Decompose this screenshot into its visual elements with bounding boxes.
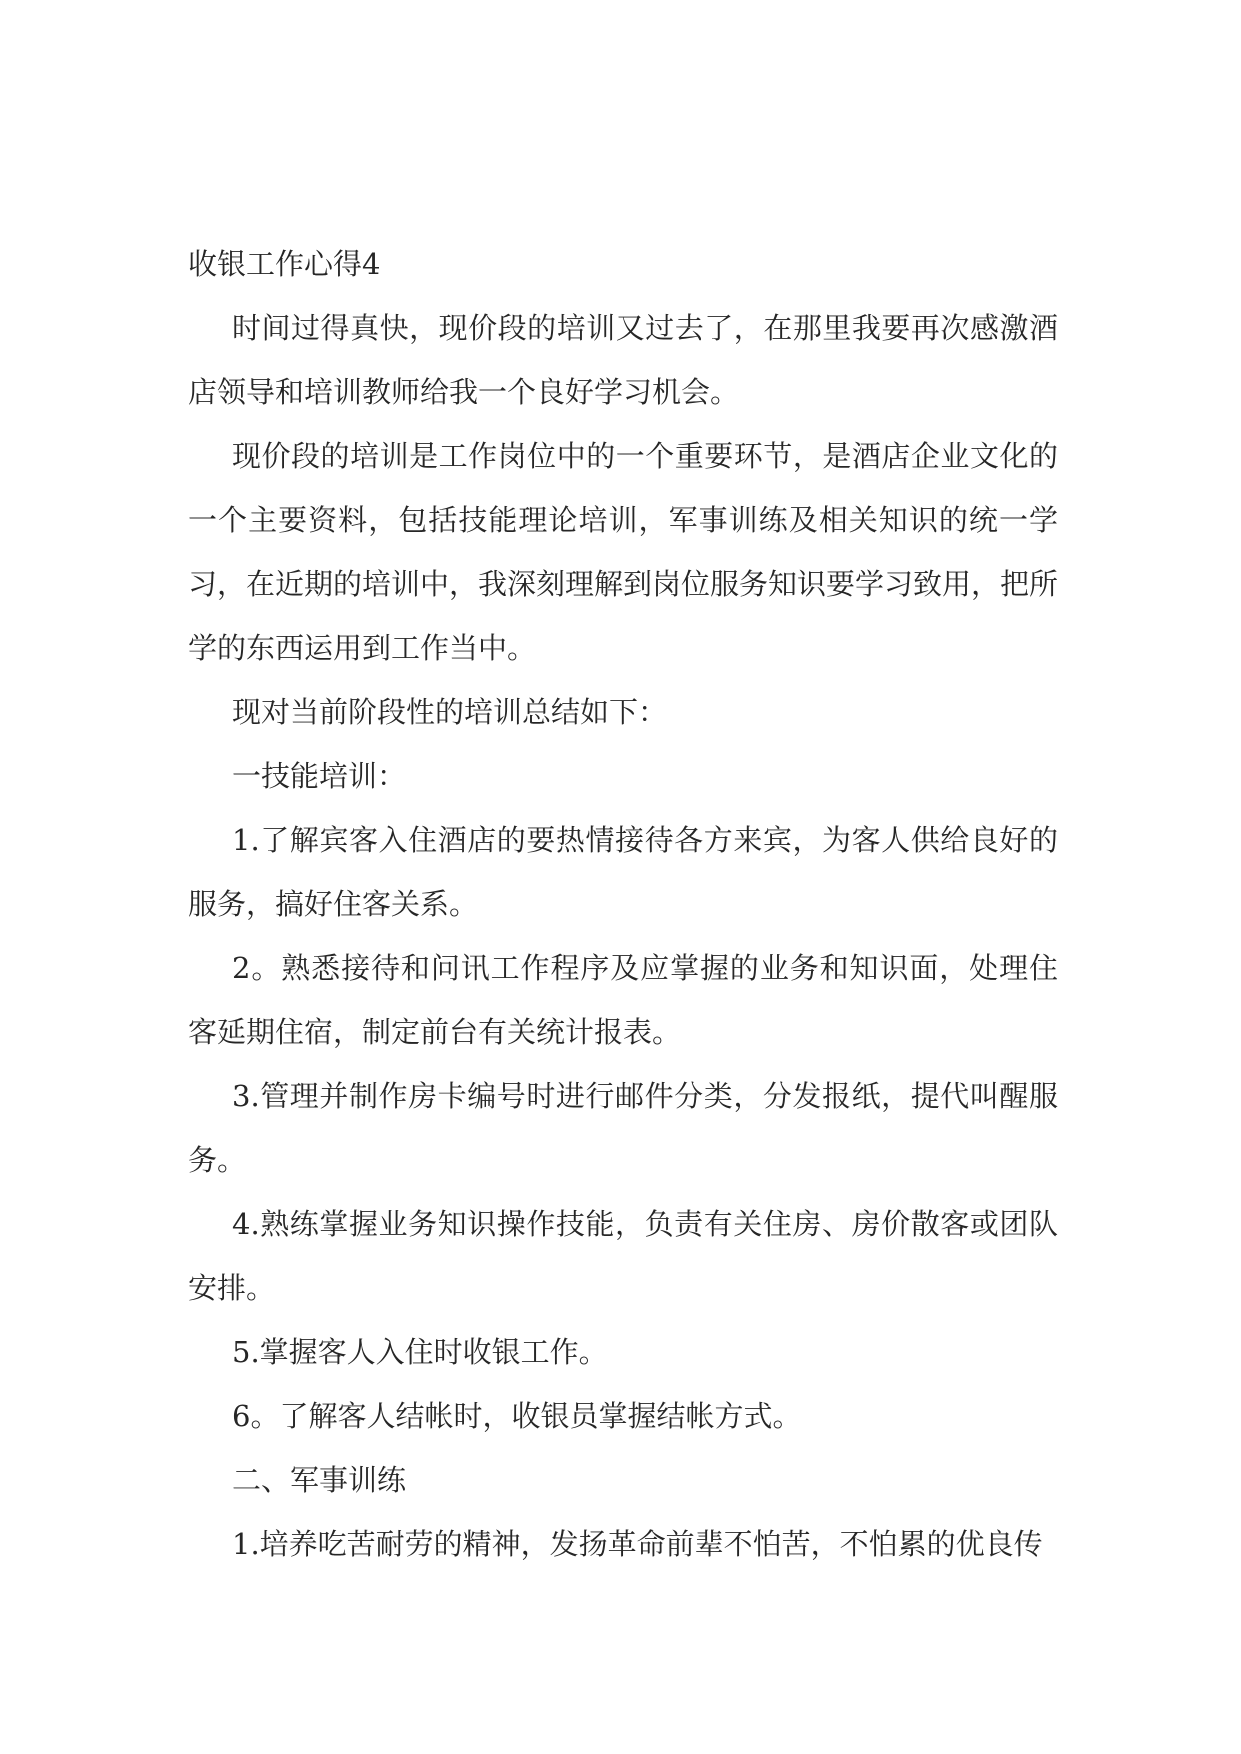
list-item-skill-4: 4.熟练掌握业务知识操作技能，负责有关住房、房价散客或团队安排。 — [188, 1207, 1058, 1305]
section-heading-military: 二、军事训练 — [232, 1463, 407, 1497]
list-item-skill-3: 3.管理并制作房卡编号时进行邮件分类，分发报纸，提代叫醒服务。 — [188, 1079, 1058, 1177]
list-item-skill-6: 6。了解客人结帐时，收银员掌握结帐方式。 — [232, 1399, 802, 1433]
list-item-military-1: 1.培养吃苦耐劳的精神，发扬革命前辈不怕苦，不怕累的优良传 — [232, 1527, 1043, 1561]
document-body — [188, 232, 1058, 1576]
list-item-skill-1: 1.了解宾客入住酒店的要热情接待各方来宾，为客人供给良好的服务，搞好住客关系。 — [188, 823, 1058, 921]
list-item-skill-2: 2。熟悉接待和问讯工作程序及应掌握的业务和知识面，处理住客延期住宿，制定前台有关统计报表。 — [188, 951, 1058, 1049]
list-item-skill-5: 5.掌握客人入住时收银工作。 — [232, 1335, 608, 1369]
section-heading-skills: 一技能培训： — [232, 759, 407, 793]
paragraph-intro: 时间过得真快，现价段的培训又过去了，在那里我要再次感激酒店领导和培训教师给我一个良好学习机会。 — [188, 311, 1058, 409]
paragraph-summary-lead: 现对当前阶段性的培训总结如下： — [232, 695, 668, 729]
document-title: 收银工作心得4 — [188, 247, 381, 281]
paragraph-training-overview: 现价段的培训是工作岗位中的一个重要环节，是酒店企业文化的一个主要资料，包括技能理论培训，军事训练及相关知识的统一学习，在近期的培训中，我深刻理解到岗位服务知识要学习致用，把所学的东西运用到工作当中。 — [188, 439, 1059, 665]
